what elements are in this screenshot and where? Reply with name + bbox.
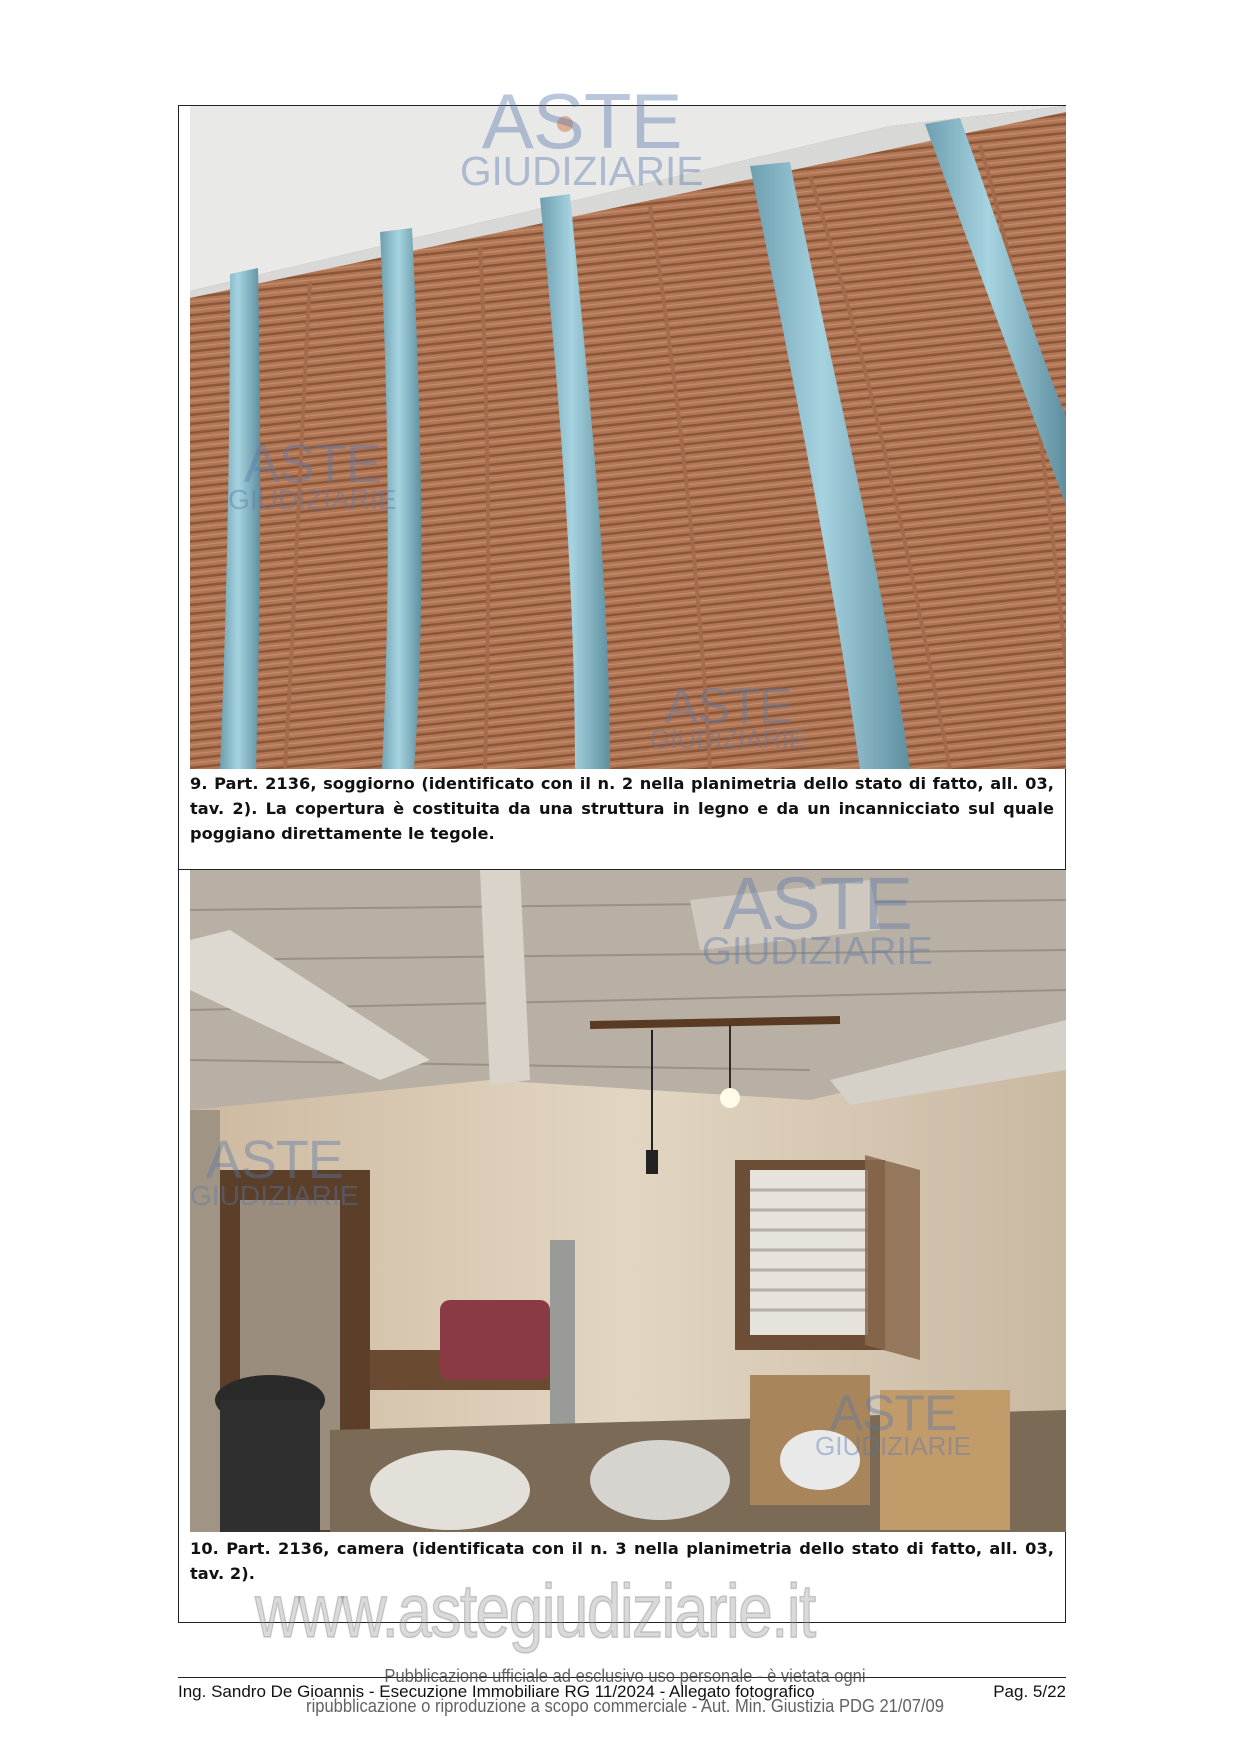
watermark-word2: GIUDIZIARIE (460, 148, 704, 195)
watermark-logo (228, 434, 397, 515)
footer-author: Ing. Sandro De Gioannis - Esecuzione Immobiliare RG 11/2024 - Allegato fotografico (178, 1682, 815, 1701)
watermark-word2: GIUDIZIARIE (228, 483, 397, 515)
publication-notice-line2: ripubblicazione o riproduzione a scopo commerciale - Aut. Min. Giustizia PDG 21/07/09 (306, 1696, 944, 1716)
watermark-logo (460, 77, 704, 195)
watermark-logo (702, 862, 933, 973)
watermark-word1: ASTE (829, 1385, 957, 1441)
page-number: Pag. 5/22 (993, 1682, 1066, 1701)
watermark-word2: GIUDIZIARIE (190, 1179, 359, 1211)
watermark-logo (650, 678, 807, 754)
watermark-word2: GIUDIZIARIE (650, 723, 807, 754)
watermark-url: www.astegiudiziarie.it (255, 1569, 815, 1654)
caption-photo-9: 9. Part. 2136, soggiorno (identificato con il n. 2 nella planimetria dello stato di fatto, all. 03, tav. 2). La copertura è costituita da una struttura in legno e da un incannicciato sul quale poggiano direttamente le tegole. (190, 774, 1054, 843)
watermark-word1: ASTE (481, 77, 682, 165)
watermark-word1: ASTE (722, 862, 913, 945)
watermark-word1: ASTE (205, 1130, 343, 1190)
watermark-word2: GIUDIZIARIE (702, 929, 933, 973)
watermark-logo (190, 1130, 359, 1211)
watermark-logo (815, 1385, 972, 1461)
publication-notice-line1: Pubblicazione ufficiale ad esclusivo uso personale - è vietata ogni (384, 1666, 866, 1686)
caption-photo-10: 10. Part. 2136, camera (identificata con il n. 3 nella planimetria dello stato di fatto, all. 03, tav. 2). (190, 1539, 1054, 1583)
watermark-word1: ASTE (243, 434, 381, 494)
watermark-word2: GIUDIZIARIE (815, 1430, 972, 1461)
watermark-word1: ASTE (664, 678, 792, 734)
